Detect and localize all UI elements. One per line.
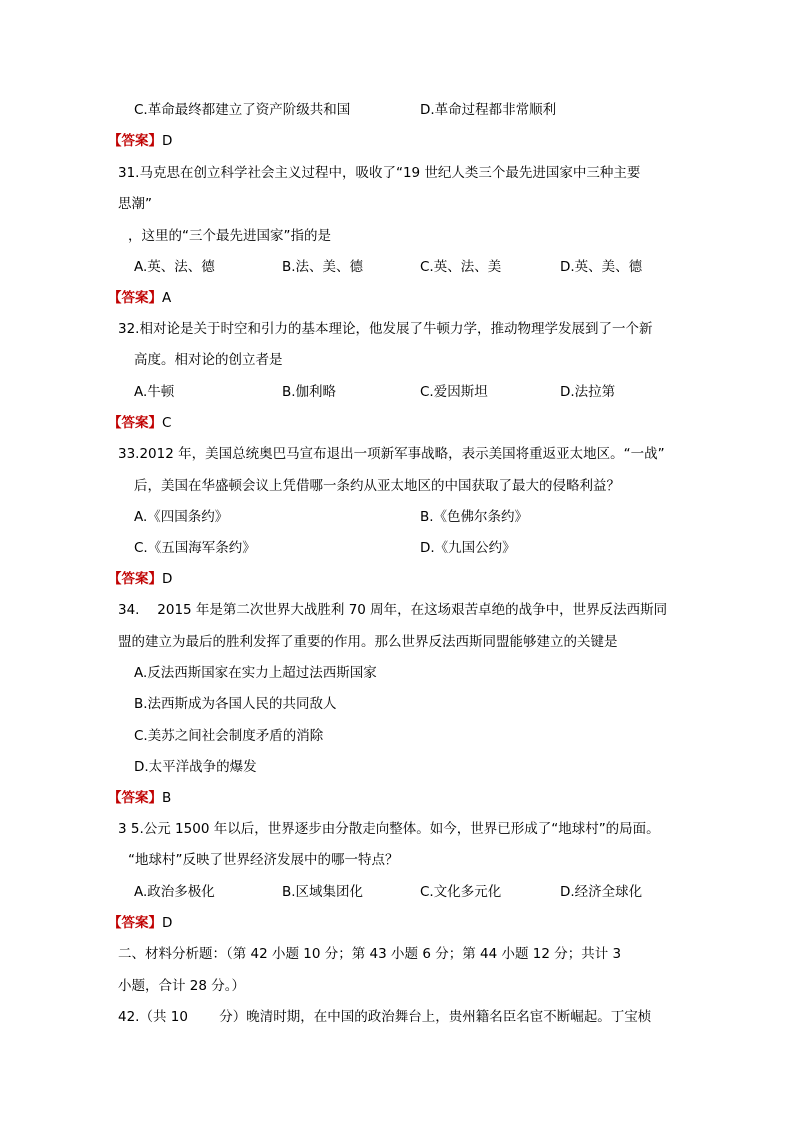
answer-tag: 【答案】 (108, 415, 162, 431)
q31-option-b: B.法、美、德 (282, 259, 364, 275)
q32-stem-line1: 32.相对论是关于时空和引力的基本理论，他发展了牛顿力学，推动物理学发展到了一个新 (118, 321, 653, 337)
q34-option-b: B.法西斯成为各国人民的共同敌人 (134, 696, 337, 712)
q31-option-a: A.英、法、德 (134, 259, 215, 275)
answer-value: B (162, 790, 172, 806)
q33-option-c: C.《五国海军条约》 (134, 540, 256, 556)
q32-option-b: B.伽利略 (282, 384, 337, 400)
q42-stem-line1: 42.（共 10 分）晚清时期，在中国的政治舞台上，贵州籍名臣名宦不断崛起。丁宝桢 (118, 1009, 652, 1025)
q34-stem-line2: 盟的建立为最后的胜利发挥了重要的作用。那么世界反法西斯同盟能够建立的关键是 (118, 634, 618, 650)
q32-answer-row (108, 417, 171, 431)
q34-option-d: D.太平洋战争的爆发 (134, 759, 257, 775)
q31-option-c: C.英、法、美 (420, 259, 502, 275)
q30-answer-row (108, 135, 172, 149)
answer-value: D (162, 915, 173, 931)
q30-option-d: D.革命过程都非常顺利 (420, 102, 557, 118)
q31-stem-line2: 思潮” (118, 196, 152, 212)
q33-answer-row (108, 573, 172, 587)
q32-option-a: A.牛顿 (134, 384, 175, 400)
answer-value: D (162, 133, 173, 149)
q33-option-a: A.《四国条约》 (134, 509, 229, 525)
q32-option-d: D.法拉第 (560, 384, 616, 400)
q35-option-d: D.经济全球化 (560, 884, 643, 900)
section2-heading-line1: 二、材料分析题：（第 42 小题 10 分；第 43 小题 6 分；第 44 小题 12 分；共计 3 (118, 946, 622, 962)
q31-stem-line1: 31.马克思在创立科学社会主义过程中，吸收了“19 世纪人类三个最先进国家中三种主要 (118, 165, 641, 181)
answer-value: C (162, 415, 172, 431)
q35-answer-row (108, 917, 172, 931)
q33-stem-line2: 后，美国在华盛顿会议上凭借哪一条约从亚太地区的中国获取了最大的侵略利益？ (134, 478, 620, 494)
q31-option-d: D.英、美、德 (560, 259, 643, 275)
q32-stem-line2: 高度。相对论的创立者是 (134, 352, 283, 368)
answer-value: A (162, 290, 172, 306)
q35-stem-line1: 3 5.公元 1500 年以后，世界逐步由分散走向整体。如今，世界已形成了“地球村”的局面。 (118, 821, 660, 837)
q33-stem-line1: 33.2012 年，美国总统奥巴马宣布退出一项新军事战略，表示美国将重返亚太地区。“一战” (118, 446, 665, 462)
q33-option-b: B.《色佛尔条约》 (420, 509, 529, 525)
section2-heading-line2: 小题，合计 28 分。） (118, 978, 246, 994)
q34-stem-line1: 34. 2015 年是第二次世界大战胜利 70 周年，在这场艰苦卓绝的战争中，世界反法西斯同 (118, 602, 668, 618)
q34-option-a: A.反法西斯国家在实力上超过法西斯国家 (134, 665, 377, 681)
answer-tag: 【答案】 (108, 790, 162, 806)
q34-answer-row (108, 792, 171, 806)
answer-tag: 【答案】 (108, 133, 162, 149)
q31-stem-line3: ，这里的“三个最先进国家”指的是 (128, 228, 331, 244)
q35-option-c: C.文化多元化 (420, 884, 502, 900)
q32-option-c: C.爱因斯坦 (420, 384, 488, 400)
answer-tag: 【答案】 (108, 915, 162, 931)
answer-value: D (162, 571, 173, 587)
q33-option-d: D.《九国公约》 (420, 540, 516, 556)
q35-option-b: B.区域集团化 (282, 884, 364, 900)
q34-option-c: C.美苏之间社会制度矛盾的消除 (134, 728, 324, 744)
answer-tag: 【答案】 (108, 290, 162, 306)
q30-option-c: C.革命最终都建立了资产阶级共和国 (134, 102, 351, 118)
answer-tag: 【答案】 (108, 571, 162, 587)
q35-stem-line2: “地球村”反映了世界经济发展中的哪一特点？ (128, 852, 399, 868)
q35-option-a: A.政治多极化 (134, 884, 215, 900)
q31-answer-row (108, 292, 171, 306)
